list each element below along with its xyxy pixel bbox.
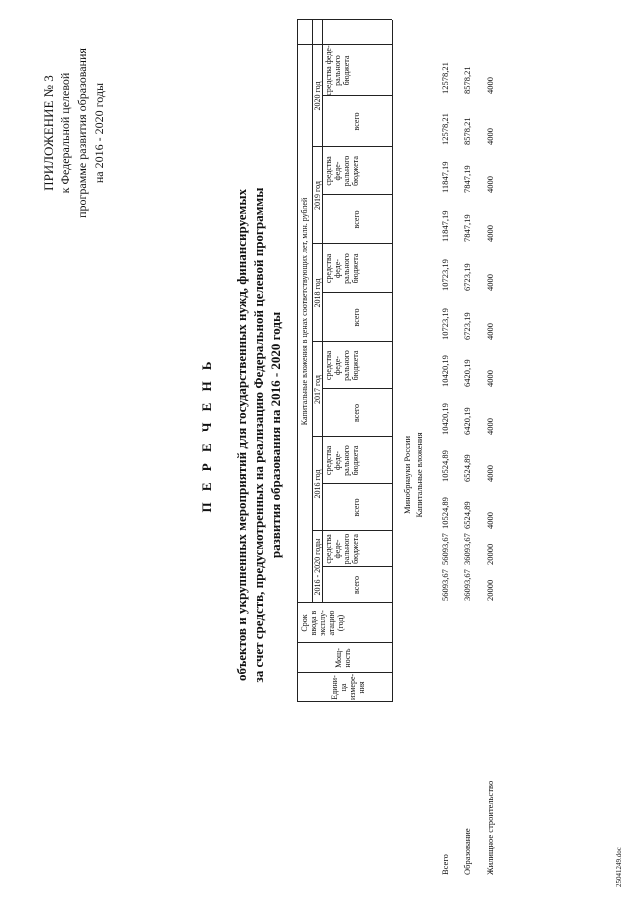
header-federal: средства феде- рального бюджета [324, 533, 360, 565]
header-period: 2017 год [313, 375, 322, 404]
title-line: развития образования на 2016 - 2020 годы [268, 311, 283, 559]
header-total: всего [352, 576, 361, 595]
table-cell: 6420,19 [462, 407, 472, 435]
header-period: 2020 год [313, 81, 322, 111]
table-cell: 4000 [485, 77, 495, 94]
table-cell: 4000 [485, 225, 495, 242]
table-cell: 20000 [485, 543, 495, 565]
header-federal: средства феде- рального бюджета [324, 253, 360, 284]
header-federal: средства феде- рального бюджета [324, 350, 360, 381]
table-rule [297, 20, 298, 702]
table-cell: 6524,89 [462, 501, 472, 529]
title-heading: П Е Р Е Ч Е Н Ь [199, 357, 214, 513]
table-cell: 8578,21 [462, 117, 472, 145]
table-rule [392, 20, 393, 702]
table-cell: 10723,19 [440, 308, 450, 340]
table-cell: 10524,89 [440, 497, 450, 529]
header-total: всего [352, 308, 361, 327]
title-line: объектов и укрупненных мероприятий для государственных нужд, финансируемых [234, 189, 249, 681]
section-ministry: Минобрнауки России [402, 435, 412, 515]
row-label: Жилищное строительство [485, 780, 495, 875]
header-federal: средства феде- рального бюджета [324, 155, 360, 187]
header-period: 2019 год [313, 181, 322, 210]
table-cell: 8578,21 [462, 66, 472, 94]
header-period: 2016 - 2020 годы [313, 538, 322, 596]
header-federal: средства феде- рального бюджета [324, 45, 351, 96]
section-type: Капитальные вложения [414, 432, 424, 518]
table-cell: 4000 [485, 176, 495, 193]
table-cell: 7847,19 [462, 214, 472, 242]
table-cell: 4000 [485, 370, 495, 387]
appendix-line: к Федеральной целевой [58, 72, 72, 194]
table-cell: 4000 [485, 512, 495, 529]
header-capital: Капитальные вложения в ценах соответствующих лет, млн. рублей [300, 197, 309, 426]
row-label: Образование [462, 828, 472, 875]
appendix-number: ПРИЛОЖЕНИЕ № 3 [41, 75, 56, 191]
title-line: за счет средств, предусмотренных на реализацию Федеральной целевой программы [251, 187, 266, 683]
header-federal: средства феде- рального бюджета [324, 445, 360, 476]
header-total: всего [352, 112, 361, 131]
table-rule [297, 44, 392, 45]
header-capacity: Мощ- ность [334, 648, 352, 668]
table-cell: 6524,89 [462, 454, 472, 482]
header-period: 2018 год [313, 278, 322, 308]
header-commissioning: Срок ввода в эксплу- атацию (год) [300, 610, 345, 636]
table-cell: 4000 [485, 418, 495, 435]
table-cell: 10524,89 [440, 450, 450, 482]
table-cell: 56093,67 [440, 533, 450, 565]
table-cell: 6723,19 [462, 263, 472, 291]
table-rule [297, 19, 392, 20]
table-cell: 4000 [485, 128, 495, 145]
table-cell: 11847,19 [440, 210, 450, 242]
table-cell: 4000 [485, 323, 495, 340]
row-label: Всего [440, 854, 450, 875]
table-cell: 6420,19 [462, 359, 472, 387]
table-rule [297, 642, 392, 643]
table-cell: 6723,19 [462, 312, 472, 340]
header-period: 2016 год [313, 469, 322, 499]
table-cell: 12578,21 [440, 113, 450, 145]
appendix-line: на 2016 - 2020 годы [92, 82, 106, 184]
table-rule [297, 672, 392, 673]
table-rule [297, 701, 392, 702]
table-cell: 7847,19 [462, 165, 472, 193]
table-cell: 20000 [485, 579, 495, 601]
footer-filename: 25041249.doc [615, 847, 623, 887]
header-total: всего [352, 210, 361, 229]
table-rule [322, 20, 323, 603]
table-cell: 36093,67 [462, 533, 472, 565]
table-cell: 36093,67 [462, 569, 472, 601]
table-cell: 56093,67 [440, 569, 450, 601]
table-cell: 4000 [485, 274, 495, 291]
table-cell: 12578,21 [440, 62, 450, 94]
table-cell: 4000 [485, 465, 495, 482]
table-cell: 10420,19 [440, 355, 450, 387]
table-rule [297, 602, 392, 603]
header-unit: Едини- ца измере- ния [330, 673, 366, 700]
header-total: всего [352, 498, 361, 517]
table-cell: 10723,19 [440, 259, 450, 291]
table-cell: 10420,19 [440, 403, 450, 435]
appendix-line: программе развития образования [75, 48, 89, 218]
table-cell: 11847,19 [440, 161, 450, 193]
header-total: всего [352, 404, 361, 423]
